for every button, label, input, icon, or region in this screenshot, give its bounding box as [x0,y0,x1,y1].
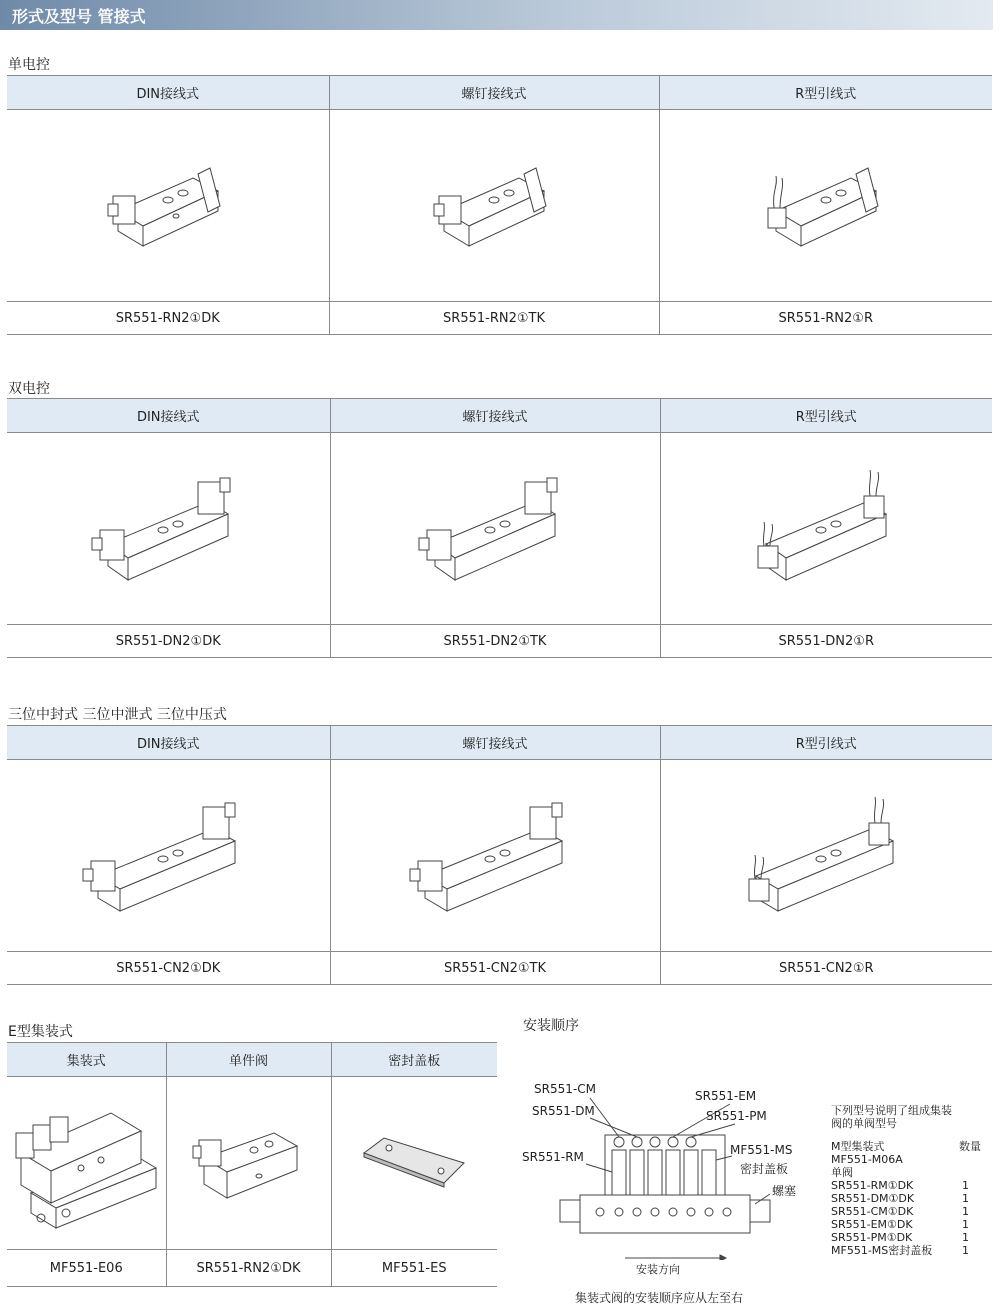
list-header-qty: 数量 [959,1140,981,1153]
label-sr551-em: SR551-EM [695,1089,757,1103]
header-banner [0,0,993,30]
list-item-model: SR551-RM①DK [831,1179,914,1192]
install-direction-label: 安装方向 [636,1263,680,1276]
valve-double-r-lead-image [736,464,916,594]
cover-plate-image [359,1133,469,1193]
column-header-r-lead: R型引线式 [660,399,992,433]
model-number: MF551-ES [331,1250,497,1287]
list-item [831,1231,981,1244]
model-number: SR551-DN2①TK [330,625,660,658]
list-header-name: M型集装式 [831,1140,885,1153]
label-sr551-cm: SR551-CM [534,1082,596,1096]
list-item-model: MF551-MS密封盖板 [831,1244,933,1257]
product-image-cell [7,110,329,302]
model-number: SR551-DN2①R [660,625,992,658]
product-image-cell [166,1077,331,1250]
valve-single-screw-image [424,156,564,256]
three-position-table [7,725,992,985]
list-single-label: 单阀 [831,1166,853,1179]
label-sr551-rm: SR551-RM [522,1150,584,1164]
label-cover-plate: 密封盖板 [740,1162,789,1176]
label-sr551-pm: SR551-PM [706,1109,767,1123]
product-image-cell [7,433,330,625]
valve-three-pos-r-lead-image [731,791,921,921]
product-image-cell [331,1077,497,1250]
assembly-title: 安装顺序 [523,1018,579,1034]
label-plug: 螺塞 [772,1184,797,1198]
list-item-qty: 1 [962,1192,969,1205]
section-title-single: 单电控 [8,57,50,73]
list-item-qty: 1 [962,1179,969,1192]
product-image-cell [660,433,992,625]
list-item [831,1218,981,1231]
column-header-screw: 螺钉接线式 [329,76,659,110]
list-item-qty: 1 [962,1218,969,1231]
valve-single-din-image [98,156,238,256]
product-image-cell [330,760,660,952]
list-item-model: SR551-CM①DK [831,1205,914,1218]
model-number: SR551-RN2①DK [7,302,329,335]
valve-double-din-image [78,464,258,594]
page-title: 形式及型号 管接式 [12,7,146,26]
model-number: SR551-CN2①TK [330,952,660,985]
model-number: SR551-RN2①R [659,302,992,335]
assembly-caption: 集装式阀的安装顺序应从左至右 [575,1291,744,1305]
section-title-three-position: 三位中封式 三位中泄式 三位中压式 [8,707,227,723]
column-header-r-lead: R型引线式 [659,76,992,110]
model-number: SR551-DN2①DK [7,625,330,658]
section-title-manifold: E型集装式 [8,1024,73,1040]
column-header-single-valve: 单件阀 [166,1043,331,1077]
list-item [831,1179,981,1192]
list-item [831,1205,981,1218]
column-header-din: DIN接线式 [7,726,330,760]
column-header-din: DIN接线式 [7,76,329,110]
column-header-screw: 螺钉接线式 [330,399,660,433]
manifold-assembly-image [11,1093,161,1233]
model-number: SR551-RN2①DK [166,1250,331,1287]
list-item-qty: 1 [962,1244,969,1257]
list-base-model: MF551-M06A [831,1153,903,1166]
label-mf551-ms: MF551-MS [730,1143,793,1157]
column-header-din: DIN接线式 [7,399,330,433]
column-header-screw: 螺钉接线式 [330,726,660,760]
list-item-qty: 1 [962,1231,969,1244]
column-header-manifold: 集装式 [7,1043,166,1077]
manifold-table [7,1042,497,1287]
section-title-double: 双电控 [8,381,50,397]
label-sr551-dm: SR551-DM [532,1104,595,1118]
product-image-cell [330,433,660,625]
model-number: SR551-CN2①R [660,952,992,985]
column-header-cover-plate: 密封盖板 [331,1043,497,1077]
list-item-qty: 1 [962,1205,969,1218]
list-item-model: SR551-DM①DK [831,1192,915,1205]
list-item-model: SR551-EM①DK [831,1218,913,1231]
model-number: SR551-CN2①DK [7,952,330,985]
list-item-model: SR551-PM①DK [831,1231,913,1244]
product-image-cell [660,760,992,952]
single-solenoid-table [7,75,992,335]
list-note: 下列型号说明了组成集装阀的单阀型号 [831,1104,952,1130]
model-number: MF551-E06 [7,1250,166,1287]
list-item [831,1192,981,1205]
product-image-cell [7,760,330,952]
double-solenoid-table [7,398,992,658]
column-header-r-lead: R型引线式 [660,726,992,760]
product-image-cell [329,110,659,302]
manifold-model-list [831,1104,981,1257]
valve-double-screw-image [405,464,585,594]
product-image-cell [659,110,992,302]
valve-three-pos-screw-image [400,791,590,921]
valve-three-pos-din-image [73,791,263,921]
valve-single-r-lead-image [756,156,896,256]
product-image-cell [7,1077,166,1250]
list-item [831,1244,981,1257]
list-header-row [831,1140,981,1153]
model-number: SR551-RN2①TK [329,302,659,335]
single-valve-image [189,1108,309,1218]
